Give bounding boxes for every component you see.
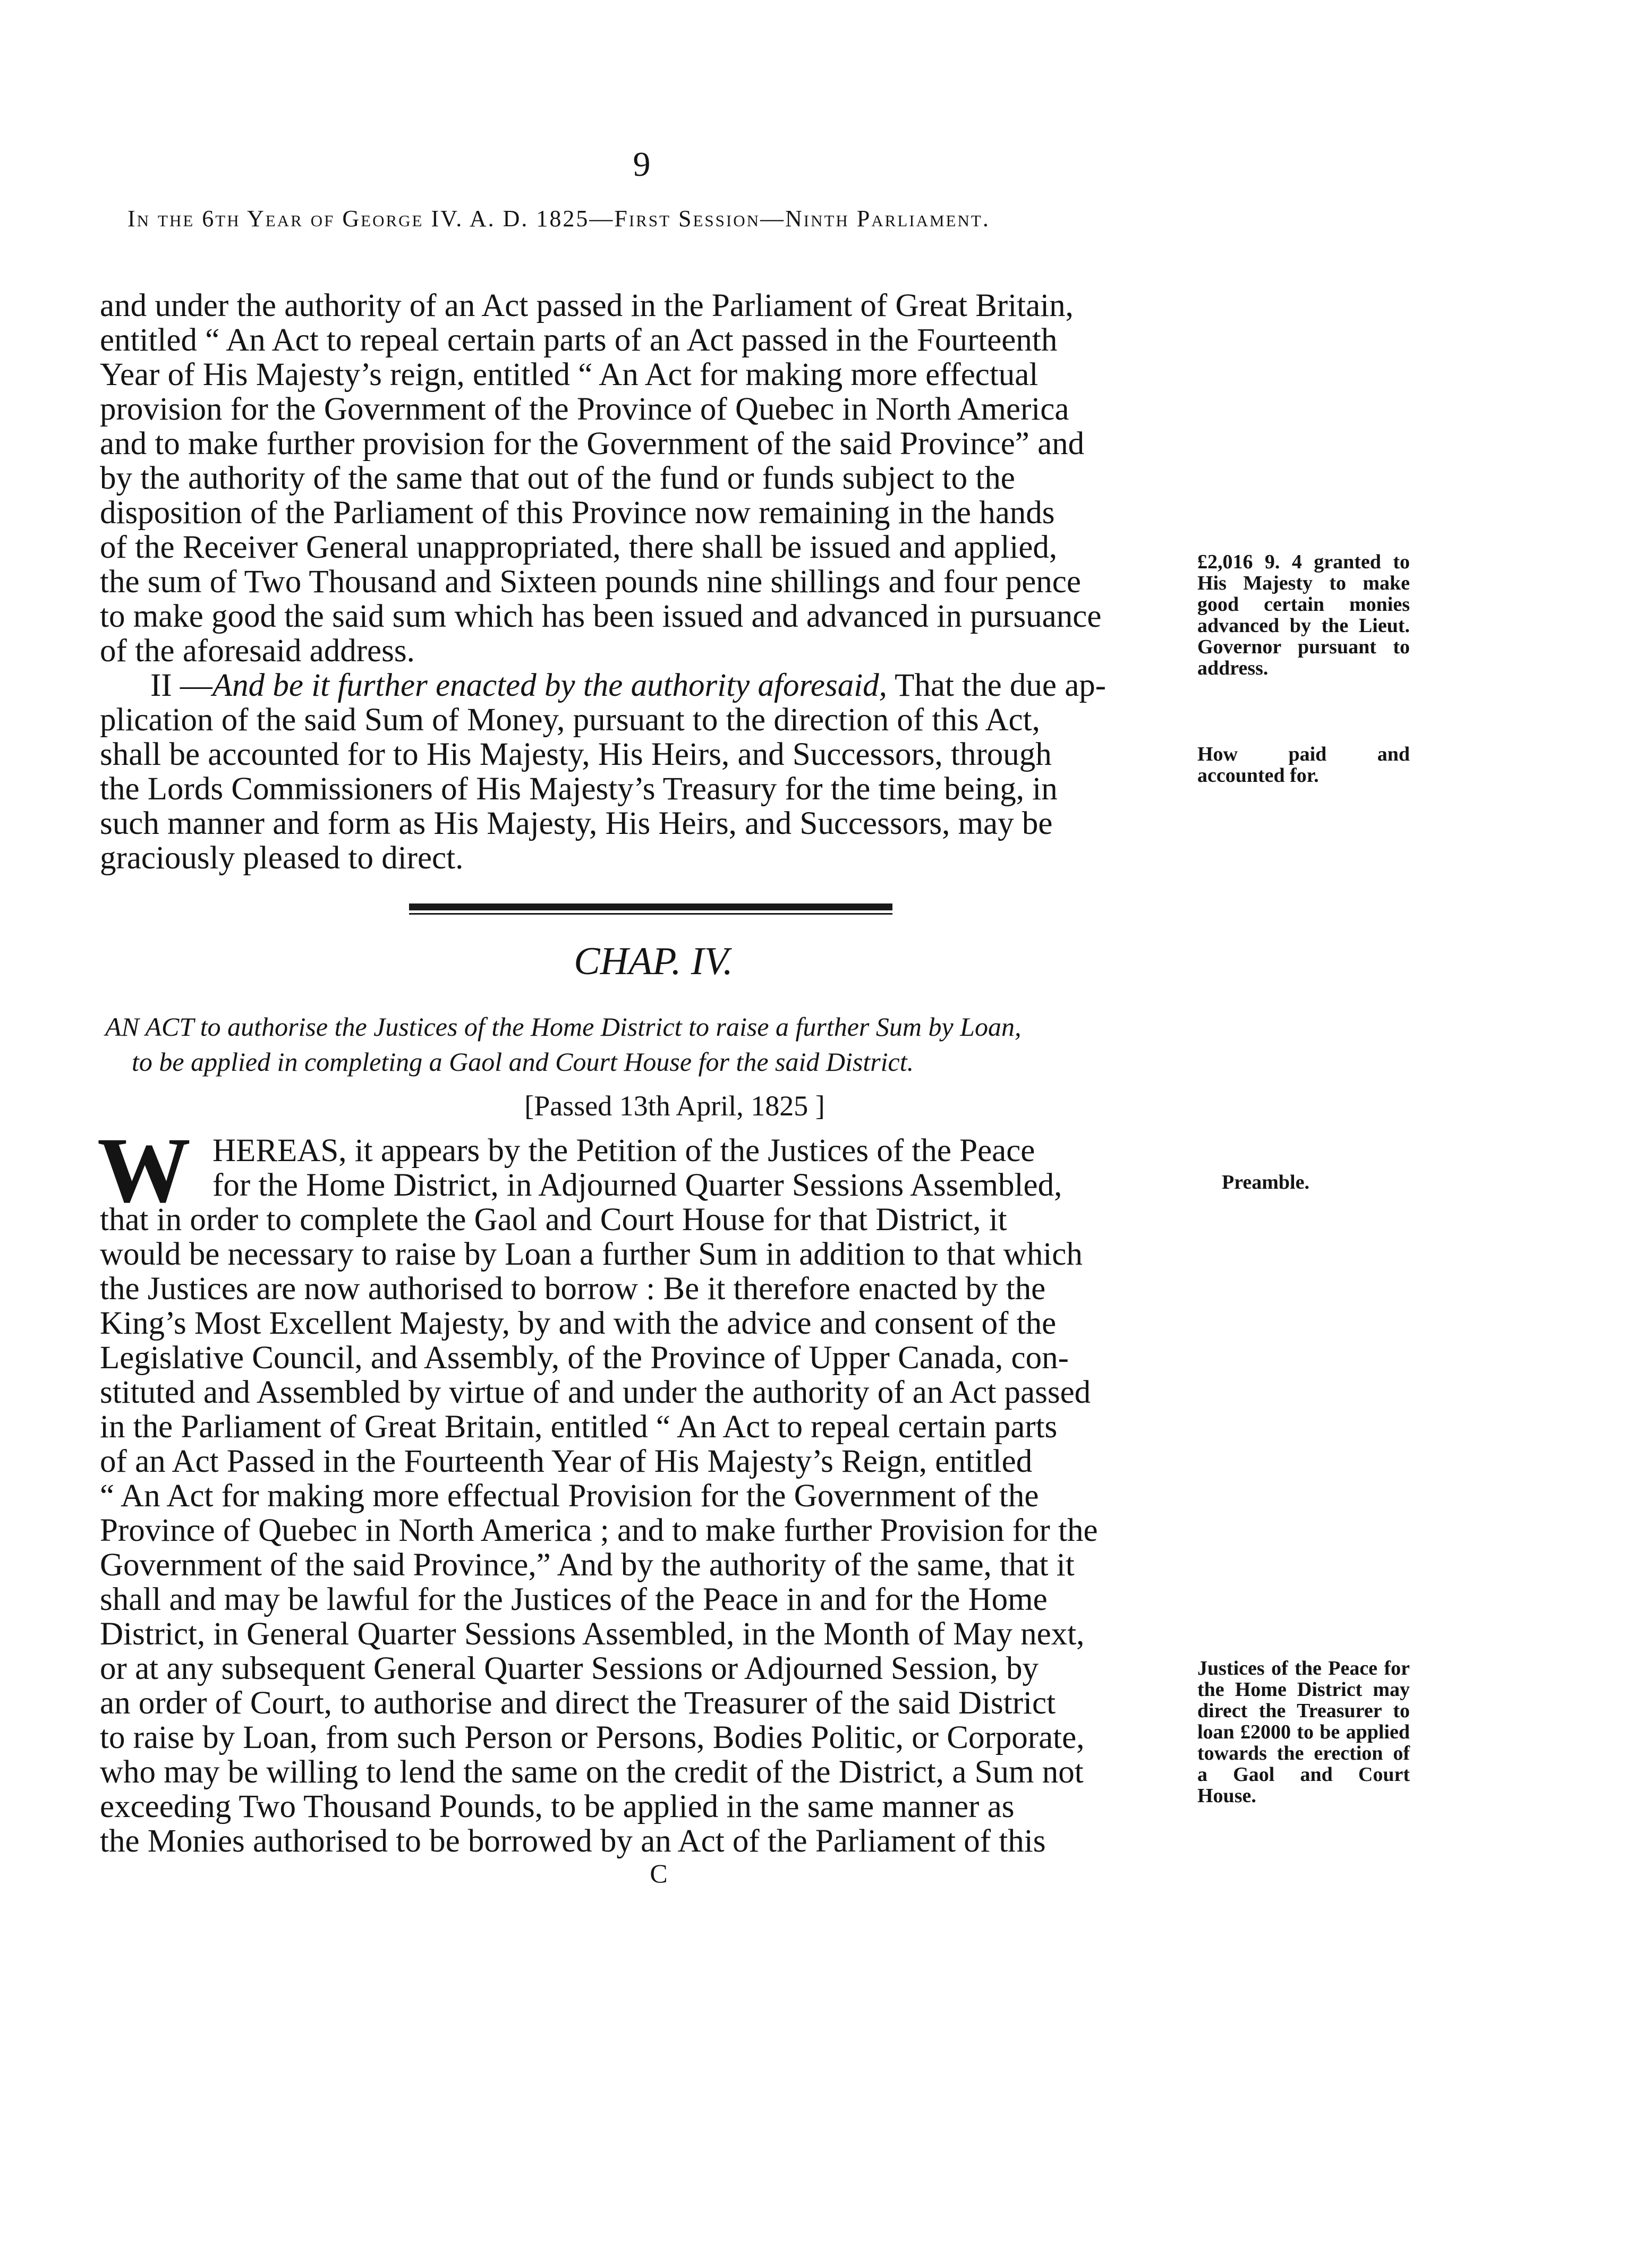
running-head: In the 6th Year of George IV. A. D. 1825—First Session—Ninth Parliament. <box>127 206 990 232</box>
text-line: HEREAS, it appears by the Petition of the Justices of the Peace <box>212 1133 1035 1169</box>
text-line: that in order to complete the Gaol and Court House for that District, it <box>100 1202 1007 1238</box>
preamble-opening <box>212 1133 1171 1203</box>
text-line: the Justices are now authorised to borrow : Be it therefore enacted by the <box>100 1271 1046 1307</box>
text-line: and to make further provision for the Government of the said Province” and <box>100 426 1085 462</box>
text-line: the Monies authorised to be borrowed by an Act of the Parliament of this <box>100 1823 1046 1859</box>
text-line: or at any subsequent General Quarter Sessions or Adjourned Session, by <box>100 1651 1039 1686</box>
text-line: to raise by Loan, from such Person or Persons, Bodies Politic, or Corporate, <box>100 1720 1085 1755</box>
text-line: Province of Quebec in North America ; and to make further Provision for the <box>100 1513 1098 1548</box>
text-line: shall and may be lawful for the Justices of the Peace in and for the Home <box>100 1582 1048 1617</box>
text-line: and under the authority of an Act passed in the Parliament of Great Britain, <box>100 288 1074 323</box>
text-line: entitled “ An Act to repeal certain parts of an Act passed in the Fourteenth <box>100 322 1058 358</box>
section-two-line <box>100 668 1171 703</box>
act-title-line: to be applied in completing a Gaol and Court House for the said District. <box>132 1047 914 1077</box>
chapter-heading: CHAP. IV. <box>574 940 733 983</box>
page-number: 9 <box>633 145 651 184</box>
text-line: provision for the Government of the Province of Quebec in North America <box>100 391 1069 427</box>
text-line: plication of the said Sum of Money, pursuant to the direction of this Act, <box>100 702 1040 738</box>
text-line: the sum of Two Thousand and Sixteen pounds nine shillings and four pence <box>100 564 1081 600</box>
margin-note-loan: Justices of the Peace for the Home District may direct the Treasurer to loan £2000 to be applied towards the erection of a Gaol and Court House. <box>1197 1657 1410 1807</box>
text-line: for the Home District, in Adjourned Quarter Sessions Assembled, <box>212 1167 1062 1203</box>
text-line: “ An Act for making more effectual Provision for the Government of the <box>100 1478 1039 1514</box>
text-line: King’s Most Excellent Majesty, by and with the advice and consent of the <box>100 1306 1057 1341</box>
act-title-line: AN ACT to authorise the Justices of the Home District to raise a further Sum by Loan, <box>105 1012 1022 1042</box>
enacting-clause: And be it further enacted by the authority aforesaid, <box>212 668 887 703</box>
text-line: an order of Court, to authorise and direct the Treasurer of the said District <box>100 1685 1056 1721</box>
signature-mark: C <box>650 1858 668 1888</box>
text-line: Government of the said Province,” And by the authority of the same, that it <box>100 1547 1075 1583</box>
section-text: That the due ap- <box>887 668 1107 703</box>
passed-date: [Passed 13th April, 1825 ] <box>524 1090 825 1122</box>
text-line: Legislative Council, and Assembly, of the Province of Upper Canada, con- <box>100 1340 1069 1376</box>
text-line: exceeding Two Thousand Pounds, to be applied in the same manner as <box>100 1789 1015 1824</box>
margin-note-preamble: Preamble. <box>1222 1171 1309 1193</box>
preamble-body <box>100 1203 1171 1858</box>
act-title <box>105 1009 1168 1079</box>
text-line: to make good the said sum which has been issued and advanced in pursuance <box>100 599 1102 634</box>
text-line: District, in General Quarter Sessions Assembled, in the Month of May next, <box>100 1616 1085 1652</box>
text-line: stituted and Assembled by virtue of and under the authority of an Act passed <box>100 1375 1091 1410</box>
margin-note-accounting: How paid and accounted for. <box>1197 743 1410 787</box>
text-line: of the Receiver General unappropriated, there shall be issued and applied, <box>100 530 1058 565</box>
section-divider-thick <box>409 903 892 910</box>
text-line: in the Parliament of Great Britain, entitled “ An Act to repeal certain parts <box>100 1409 1058 1445</box>
text-line: shall be accounted for to His Majesty, His Heirs, and Successors, through <box>100 737 1052 772</box>
text-line: of an Act Passed in the Fourteenth Year of His Majesty’s Reign, entitled <box>100 1444 1033 1479</box>
margin-note-grant: £2,016 9. 4 granted to His Majesty to make good certain monies advanced by the Lieut. Governor pursuant to address. <box>1197 551 1410 679</box>
text-line: the Lords Commissioners of His Majesty’s Treasury for the time being, in <box>100 771 1058 807</box>
text-line: of the aforesaid address. <box>100 633 415 669</box>
text-line: who may be willing to lend the same on the credit of the District, a Sum not <box>100 1754 1084 1790</box>
drop-cap: W <box>97 1119 191 1222</box>
text-line: Year of His Majesty’s reign, entitled “ An Act for making more effectual <box>100 357 1039 393</box>
text-line: would be necessary to raise by Loan a further Sum in addition to that which <box>100 1237 1083 1272</box>
text-line: graciously pleased to direct. <box>100 840 464 876</box>
text-line: such manner and form as His Majesty, His Heirs, and Successors, may be <box>100 806 1053 841</box>
section-number: II — <box>150 668 212 703</box>
text-line: by the authority of the same that out of the fund or funds subject to the <box>100 461 1015 496</box>
text-line: disposition of the Parliament of this Province now remaining in the hands <box>100 495 1055 531</box>
section-continuation <box>100 288 1171 875</box>
section-divider-thin <box>409 913 892 915</box>
